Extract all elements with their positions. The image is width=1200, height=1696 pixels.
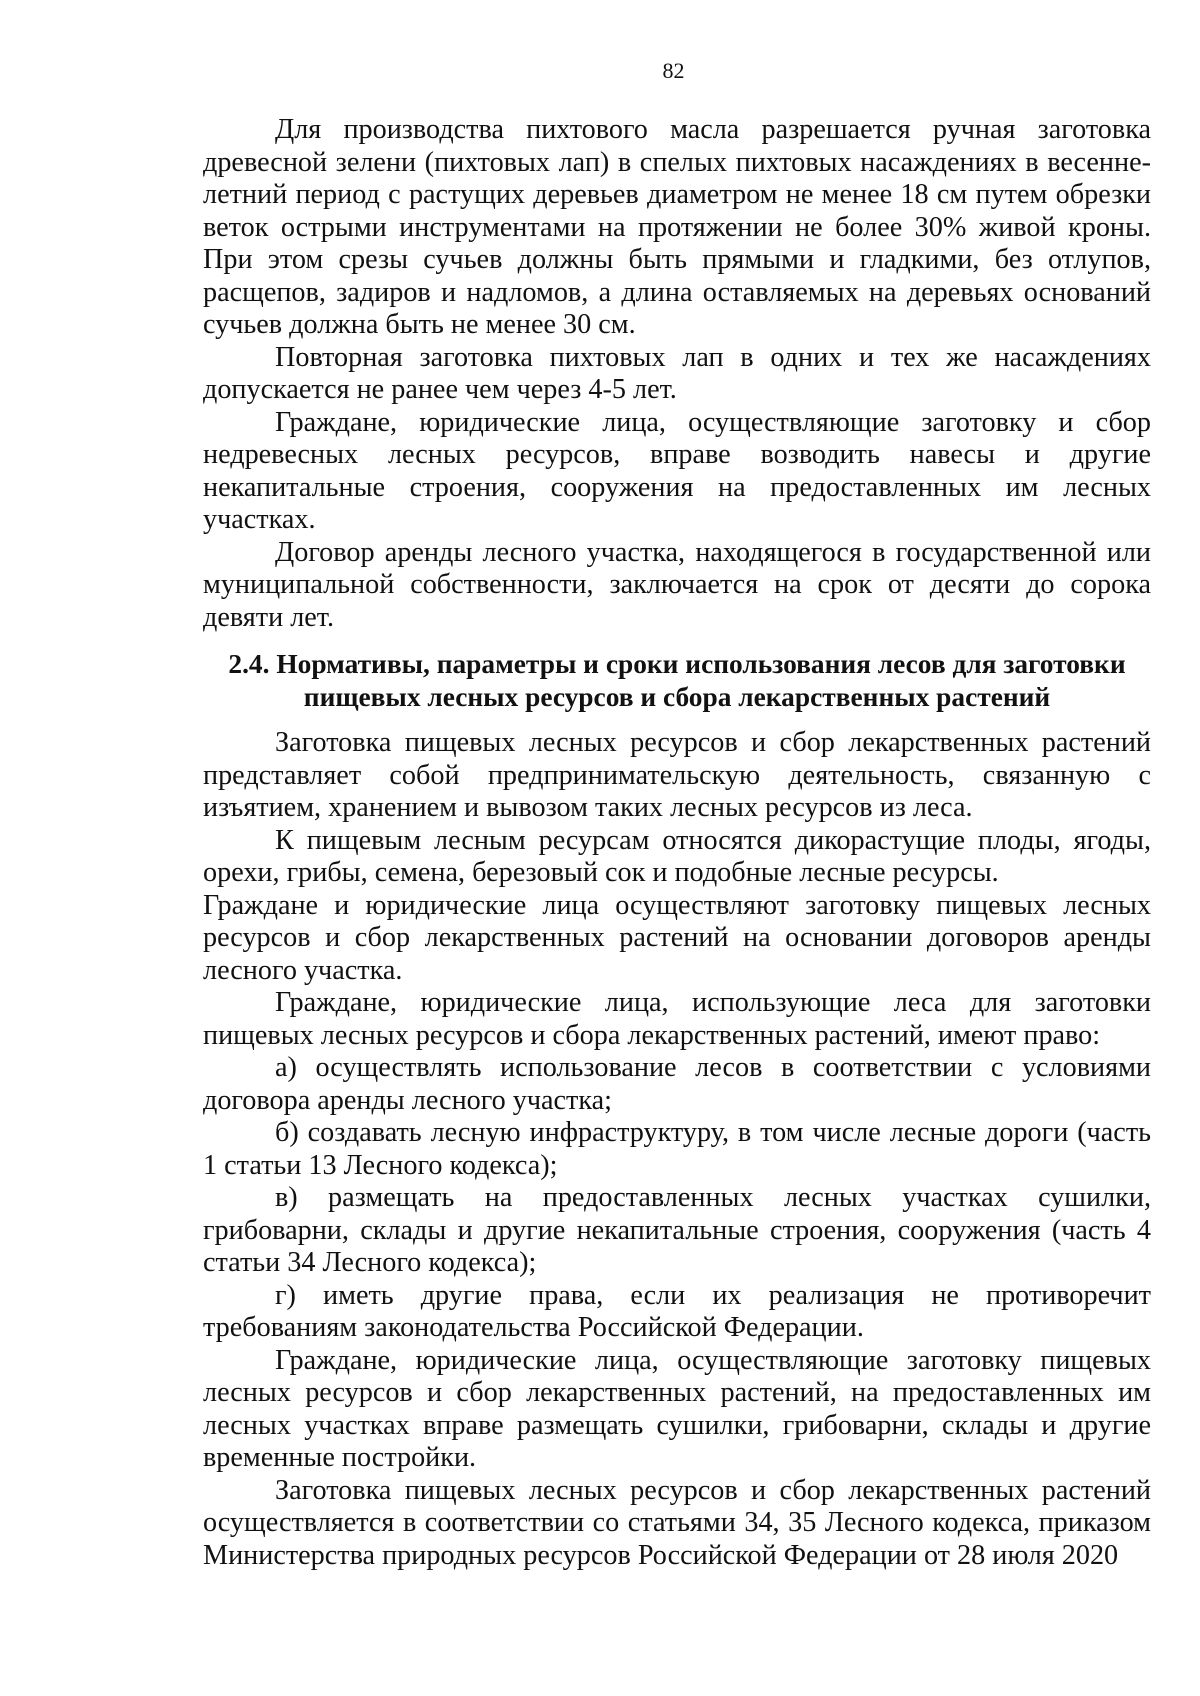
paragraph: Договор аренды лесного участка, находящегося в государственной или муниципальной собственности, заключается на срок от десяти до сорока девяти лет. [203, 536, 1151, 633]
section-heading [203, 648, 1151, 713]
paragraph: б) создавать лесную инфраструктуру, в том числе лесные дороги (часть 1 статьи 13 Лесного кодекса); [203, 1117, 1151, 1181]
paragraph: Заготовка пищевых лесных ресурсов и сбор лекарственных растений осуществляется в соответствии со статьями 34, 35 Лесного кодекса, приказом Министерства природных ресурсов Российской Федерации от 28 июля 2020 [203, 1474, 1151, 1571]
section-heading-line: пищевых лесных ресурсов и сбора лекарственных растений [303, 681, 1051, 712]
paragraph: Граждане, юридические лица, осуществляющие заготовку и сбор недревесных лесных ресурсов, вправе возводить навесы и другие некапитальные строения, сооружения на предоставленных им лесных участках. [203, 406, 1151, 535]
document-body [203, 114, 1151, 1572]
paragraph: Граждане, юридические лица, осуществляющие заготовку пищевых лесных ресурсов и сбор лекарственных растений, на предоставленных им лесных участках вправе размещать сушилки, грибоварни, склады и другие временные постройки. [203, 1344, 1151, 1473]
paragraph: в) размещать на предоставленных лесных участках сушилки, грибоварни, склады и другие некапитальные строения, сооружения (часть 4 статьи 34 Лесного кодекса); [203, 1182, 1151, 1278]
paragraph: г) иметь другие права, если их реализация не противоречит требованиям законодательства Российской Федерации. [203, 1279, 1151, 1343]
paragraph: К пищевым лесным ресурсам относятся дикорастущие плоды, ягоды, орехи, грибы, семена, березовый сок и подобные лесные ресурсы. [203, 824, 1151, 888]
paragraph: а) осуществлять использование лесов в соответствии с условиями договора аренды лесного участка; [203, 1052, 1151, 1116]
paragraph: Граждане и юридические лица осуществляют заготовку пищевых лесных ресурсов и сбор лекарственных растений на основании договоров аренды лесного участка. [203, 889, 1151, 986]
paragraph: Повторная заготовка пихтовых лап в одних и тех же насаждениях допускается не ранее чем через 4-5 лет. [203, 341, 1151, 405]
section-heading-line: 2.4. Нормативы, параметры и сроки использования лесов для заготовки [228, 649, 1126, 679]
page-number: 82 [662, 58, 685, 83]
paragraph: Заготовка пищевых лесных ресурсов и сбор лекарственных растений представляет собой предпринимательскую деятельность, связанную с изъятием, хранением и вывозом таких лесных ресурсов из леса. [203, 727, 1151, 823]
paragraph: Граждане, юридические лица, использующие леса для заготовки пищевых лесных ресурсов и сбора лекарственных растений, имеют право: [203, 987, 1151, 1051]
paragraph: Для производства пихтового масла разрешается ручная заготовка древесной зелени (пихтовых лап) в спелых пихтовых насаждениях в весеннелетний период с растущих деревьев диаметром не менее 18 см путем обрезки веток острыми инструментами на протяжении не более 30% живой кроны. При этом срезы сучьев должны быть прямыми и гладкими, без отлупов, расщепов, задиров и надломов, а длина оставляемых на деревьях оснований сучьев должна быть не менее 30 см. [203, 114, 1151, 340]
